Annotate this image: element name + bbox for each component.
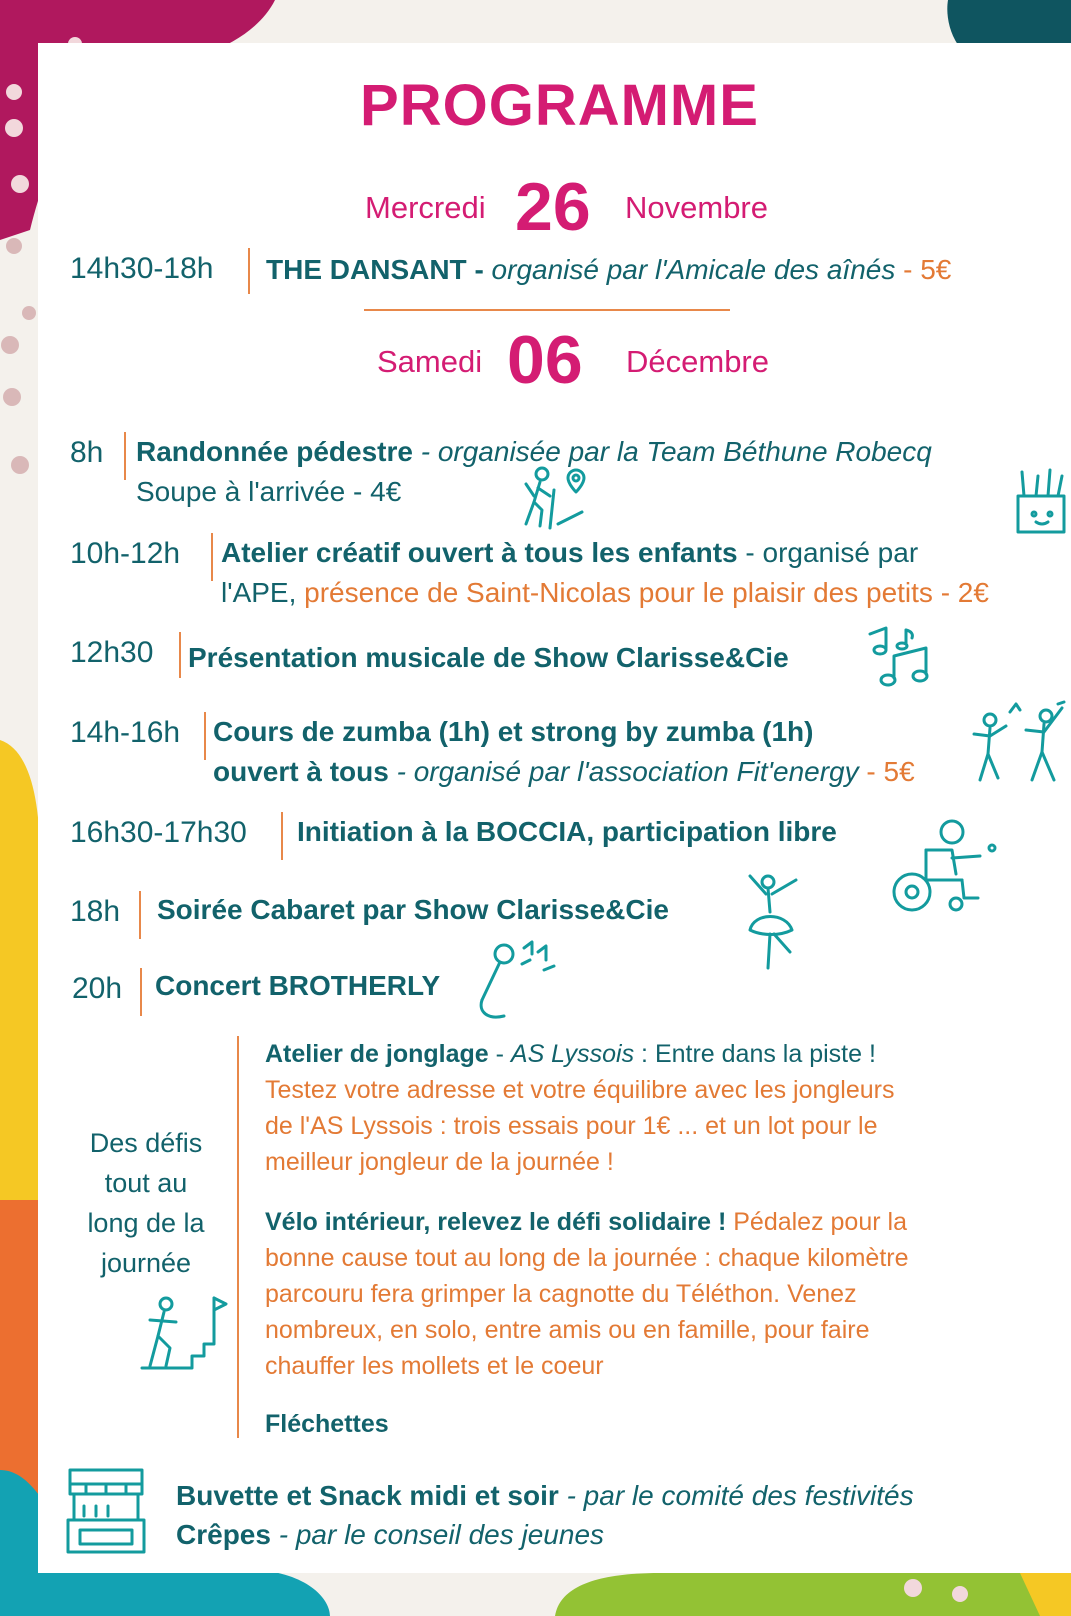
event-organizer: organisé par l'Amicale des aînés — [491, 254, 896, 285]
event-name: Atelier créatif ouvert à tous les enfants — [221, 537, 738, 568]
event-time: 8h — [70, 436, 104, 469]
time-divider — [179, 632, 181, 678]
event-time: 18h — [70, 895, 121, 928]
event-detail — [221, 573, 989, 613]
day1-date: 26 — [515, 169, 591, 245]
challenge-flechettes: Fléchettes — [265, 1410, 389, 1438]
food-crepes — [176, 1515, 604, 1555]
dancers-icon — [972, 700, 1071, 786]
climbing-stairs-icon — [140, 1296, 228, 1372]
event-presentation-musicale — [188, 638, 789, 678]
event-organizer: - organisé par — [745, 537, 919, 568]
event-the-dansant — [266, 250, 951, 290]
microphone-icon — [474, 940, 564, 1026]
section-divider — [364, 309, 730, 311]
time-divider — [281, 812, 283, 860]
event-time: 12h30 — [70, 636, 154, 669]
music-notes-icon — [866, 626, 938, 698]
event-time: 10h-12h — [70, 537, 181, 570]
event-time: 14h-16h — [70, 716, 181, 749]
challenge-velo: Vélo intérieur, relevez le défi solidaire ! Pédalez pour la bonne cause tout au long de la journée : chaque kilomètre parcouru fera grimper la cagnotte du Téléthon. Venez nombreux, en solo, entre amis ou en famille, pour faire chauffer les mollets et le coeur — [265, 1208, 909, 1380]
time-divider — [204, 712, 206, 760]
dancer-icon — [740, 868, 810, 972]
event-name: Randonnée pédestre — [136, 436, 413, 467]
time-divider — [124, 432, 126, 480]
event-time: 16h30-17h30 — [70, 816, 247, 849]
time-divider — [248, 248, 250, 294]
time-divider — [211, 533, 213, 581]
event-name: Initiation à la BOCCIA, participation libre — [297, 816, 837, 847]
event-price: - 5€ — [903, 254, 952, 285]
event-detail — [213, 752, 915, 792]
event-organizer: - organisée par la Team Béthune Robecq — [420, 436, 932, 467]
event-organizer-name: l'APE, — [221, 577, 297, 608]
event-price: - 5€ — [866, 756, 915, 787]
event-name: Concert BROTHERLY — [155, 970, 441, 1001]
wheelchair-athlete-icon — [886, 818, 998, 914]
day2-month: Décembre — [626, 344, 769, 379]
day2-weekday: Samedi — [377, 344, 483, 379]
event-extra: présence de Saint-Nicolas pour le plaisir des petits - 2€ — [304, 577, 989, 608]
event-concert — [155, 966, 440, 1006]
day1-month: Novembre — [625, 190, 768, 225]
event-name: Soirée Cabaret par Show Clarisse&Cie — [157, 894, 669, 925]
challenges-divider — [237, 1036, 239, 1438]
event-time: 20h — [72, 972, 123, 1005]
food-stall-icon — [66, 1468, 146, 1556]
challenges-label: Des défis tout au long de la journée — [87, 1128, 205, 1278]
event-name-cont: ouvert à tous — [213, 756, 389, 787]
food-organizer: - par le comité des festivités — [566, 1480, 914, 1511]
event-name: THE DANSANT - — [266, 254, 484, 285]
hiking-icon — [520, 466, 590, 532]
time-divider — [140, 968, 142, 1016]
event-name: Cours de zumba (1h) et strong by zumba (1h) — [213, 716, 814, 747]
event-boccia — [297, 812, 837, 852]
food-name: Crêpes — [176, 1519, 271, 1550]
day1-weekday: Mercredi — [365, 190, 486, 225]
time-divider — [139, 891, 141, 939]
food-buvette — [176, 1476, 914, 1516]
event-name: Présentation musicale de Show Clarisse&Cie — [188, 642, 789, 673]
event-atelier-creatif — [221, 533, 918, 573]
day2-date: 06 — [507, 322, 583, 398]
food-organizer: - par le conseil des jeunes — [278, 1519, 605, 1550]
event-time: 14h30-18h — [70, 252, 214, 285]
event-cabaret — [157, 890, 669, 930]
event-organizer: - organisé par l'association Fit'energy — [396, 756, 859, 787]
event-detail: Soupe à l'arrivée - 4€ — [136, 476, 402, 507]
event-zumba — [213, 712, 813, 752]
challenge-jonglage: Atelier de jonglage - AS Lyssois : Entre dans la piste ! Testez votre adresse et votre équilibre avec les jongleurs de l'AS Lyssois : trois essais pour 1€ ... et un lot pour le meilleur jongleur de la journée ! — [265, 1040, 895, 1176]
page-title: PROGRAMME — [360, 73, 759, 138]
art-supplies-icon — [1012, 466, 1071, 538]
food-name: Buvette et Snack midi et soir — [176, 1480, 559, 1511]
